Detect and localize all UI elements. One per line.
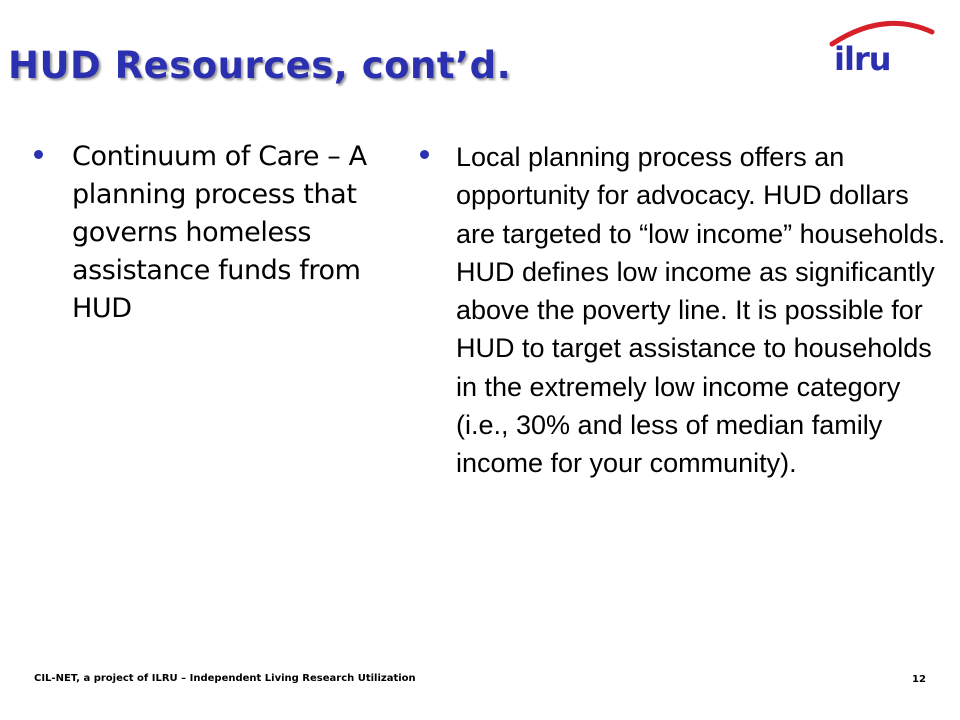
- bullet-text: Local planning process offers an opportunity for advocacy. HUD dollars are targeted to “low income” households. HUD defines low income as significantly above the poverty line. It is possible for HUD to target assistance to households in the extremely low income category (i.e., 30% and less of median family income for your community).: [456, 142, 946, 479]
- bullet-icon: [34, 150, 43, 159]
- slide-title: HUD Resources, cont’d.: [8, 44, 512, 87]
- ilru-logo: [824, 18, 936, 76]
- bullet-text: Continuum of Care – A planning process that governs homeless assistance funds from HUD: [72, 141, 367, 324]
- left-bullet-list: [34, 138, 374, 328]
- logo-text: ilru: [834, 40, 891, 78]
- bullet-icon: [420, 150, 429, 159]
- page-number: 12: [912, 674, 926, 685]
- bullet-item: [34, 138, 374, 328]
- right-bullet-list: [420, 138, 950, 483]
- slide-footer: CIL-NET, a project of ILRU – Independent Living Research Utilization: [34, 673, 416, 684]
- bullet-item: [420, 138, 950, 483]
